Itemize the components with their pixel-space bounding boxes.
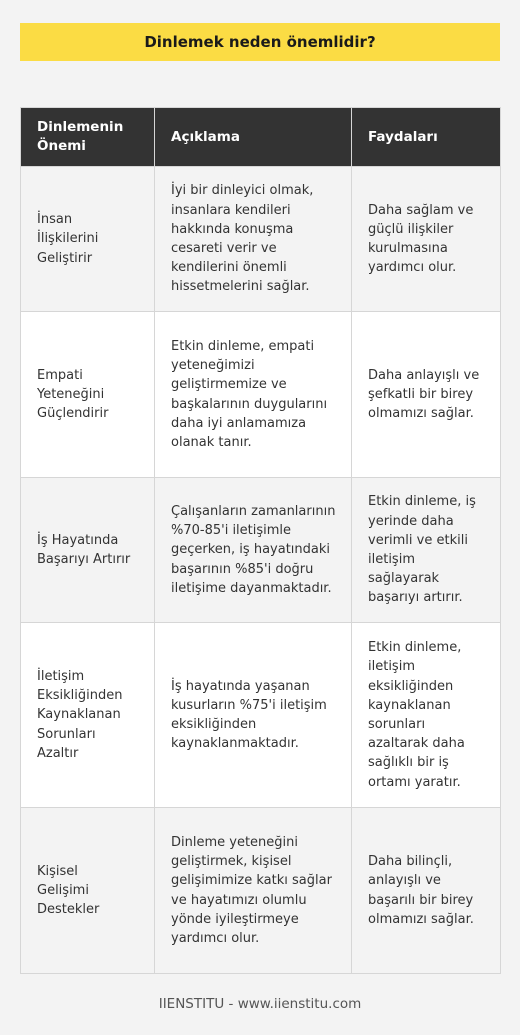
row-importance: Empati Yeteneğini Güçlendirir [21, 312, 155, 478]
importance-table [20, 107, 501, 974]
row-importance: İletişim Eksikliğinden Kaynaklanan Sorunları Azaltır [21, 623, 155, 808]
table-row [21, 808, 501, 974]
row-importance: İş Hayatında Başarıyı Artırır [21, 478, 155, 623]
row-benefit: Daha anlayışlı ve şefkatli bir birey olmamızı sağlar. [352, 312, 501, 478]
page-title: Dinlemek neden önemlidir? [20, 23, 500, 61]
row-description: Etkin dinleme, empati yeteneğimizi geliştirmemize ve başkalarının duygularını daha iyi anlamamıza olanak tanır. [155, 312, 352, 478]
row-benefit: Etkin dinleme, iletişim eksikliğinden kaynaklanan sorunları azaltarak daha sağlıklı bir iş ortamı yaratır. [352, 623, 501, 808]
header-importance: Dinlemenin Önemi [21, 108, 155, 167]
row-description: Çalışanların zamanlarının %70-85'i iletişimle geçerken, iş hayatındaki başarının %85'i doğru iletişime dayanmaktadır. [155, 478, 352, 623]
footer-credit: IIENSTITU - www.iienstitu.com [158, 996, 362, 1012]
table-row [21, 167, 501, 312]
row-benefit: Etkin dinleme, iş yerinde daha verimli ve etkili iletişim sağlayarak başarıyı artırır. [352, 478, 501, 623]
row-importance: Kişisel Gelişimi Destekler [21, 808, 155, 974]
row-benefit: Daha sağlam ve güçlü ilişkiler kurulmasına yardımcı olur. [352, 167, 501, 312]
row-description: İyi bir dinleyici olmak, insanlara kendileri hakkında konuşma cesareti verir ve kendilerini önemli hissetmelerini sağlar. [155, 167, 352, 312]
row-description: Dinleme yeteneğini geliştirmek, kişisel gelişimimize katkı sağlar ve hayatımızı olumlu yönde iyileştirmeye yardımcı olur. [155, 808, 352, 974]
table-row [21, 623, 501, 808]
header-description: Açıklama [155, 108, 352, 167]
table-row [21, 312, 501, 478]
row-benefit: Daha bilinçli, anlayışlı ve başarılı bir birey olmamızı sağlar. [352, 808, 501, 974]
header-benefits: Faydaları [352, 108, 501, 167]
table-header-row [21, 108, 501, 167]
table-row [21, 478, 501, 623]
row-importance: İnsan İlişkilerini Geliştirir [21, 167, 155, 312]
row-description: İş hayatında yaşanan kusurların %75'i iletişim eksikliğinden kaynaklanmaktadır. [155, 623, 352, 808]
